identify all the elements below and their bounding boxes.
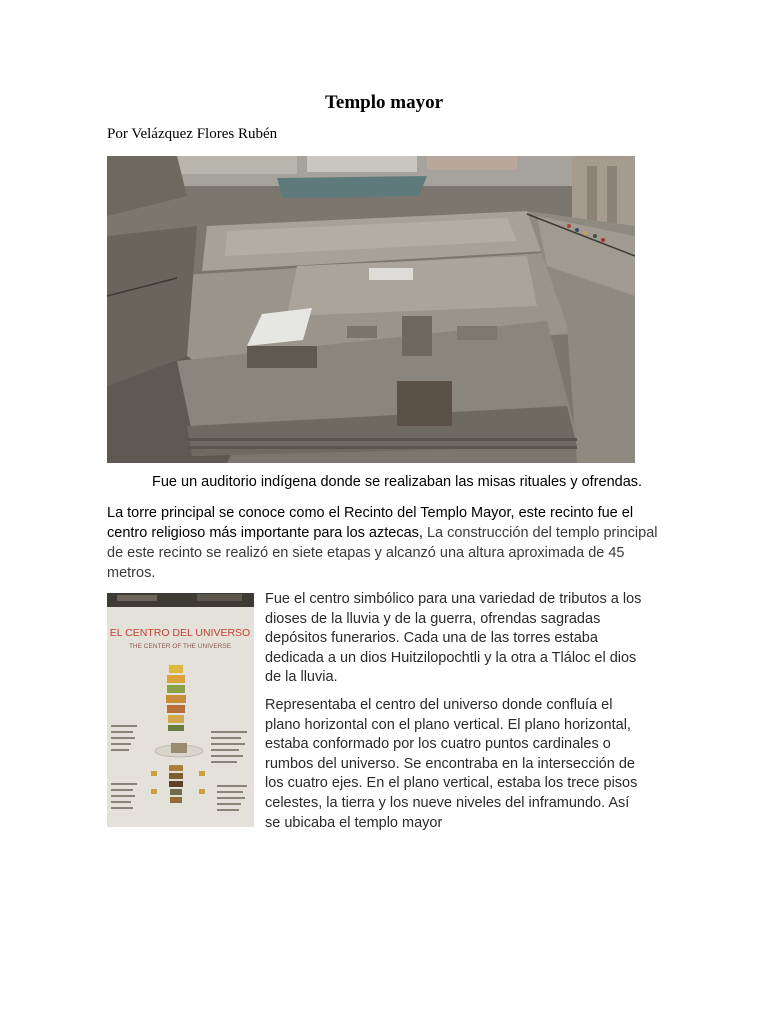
paragraph-1-part-1: La torre principal se conoce como el Recinto del Templo Mayor, este recinto fue el centro religioso más importante para los aztecas,	[107, 505, 634, 541]
ruins-illustration	[107, 156, 635, 463]
photo-caption: Fue un auditorio indígena donde se realizaban las misas rituales y ofrendas.	[152, 474, 643, 490]
paragraph-3-line: plano horizontal con el plano vertical. El plano horizontal,	[265, 716, 631, 733]
paragraph-3-line: estaba conformado por los cuatro puntos cardinales o	[265, 736, 611, 753]
paragraph-3-line: Representaba el centro del universo donde confluía el	[265, 697, 613, 713]
paragraph-3-line: se ubicaba el templo mayor	[265, 814, 443, 831]
sign-heading: EL CENTRO DEL UNIVERSO	[109, 627, 251, 639]
templo-mayor-photo	[107, 156, 635, 463]
paragraph-2	[265, 590, 665, 688]
paragraph-3-line: rumbos del universo. Se encontraba en la intersección de	[265, 755, 635, 772]
paragraph-1-part-2: La construcción del templo principal de este recinto se realizó en siete etapas y alcanzó una altura aproximada de 45 metros.	[107, 525, 658, 581]
paragraph-3	[265, 696, 665, 833]
author-line: Por Velázquez Flores Rubén	[107, 126, 278, 142]
paragraph-3-line: los cuatro ejes. En el plano vertical, estaba los trece pisos	[265, 775, 638, 792]
paragraph-2-line: Fue el centro simbólico para una variedad de tributos a los	[265, 591, 642, 607]
paragraph-2-line: dedicada a un dios Huitzilopochtli y la otra a Tláloc el dios	[265, 649, 637, 666]
paragraph-3-line: celestes, la tierra y los nueve niveles del inframundo. Así	[265, 794, 630, 811]
paragraph-2-line: de la lluvia.	[265, 669, 338, 686]
sign-subheading: THE CENTER OF THE UNIVERSE	[128, 643, 232, 650]
paragraph-2-line: depósitos funerarios. Cada una de las torres estaba	[265, 630, 598, 647]
paragraph-1	[107, 503, 667, 583]
universe-sign-illustration	[107, 593, 254, 827]
universe-sign-photo	[107, 593, 254, 827]
document-title: Templo mayor	[324, 92, 444, 113]
paragraph-2-line: dioses de la lluvia y de la guerra, ofrendas sagradas	[265, 610, 601, 627]
